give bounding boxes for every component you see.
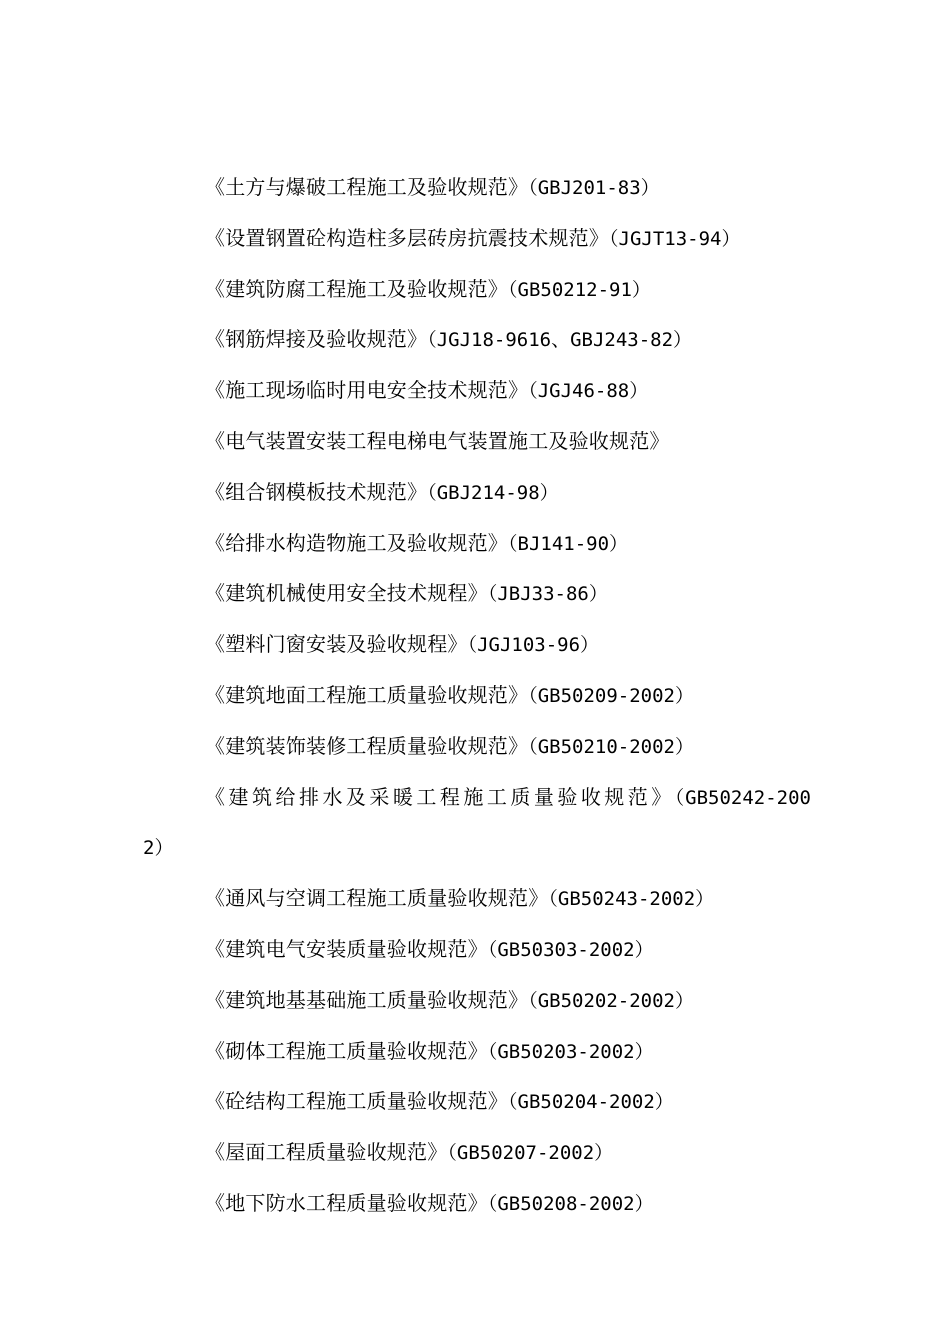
list-item (143, 163, 811, 214)
list-item (143, 366, 811, 417)
standard-title: 《施工现场临时用电安全技术规范》 (205, 378, 529, 403)
list-item (143, 874, 811, 925)
list-item (143, 265, 811, 316)
standard-code: （BJ141-90） (508, 532, 629, 555)
list-item (143, 722, 811, 773)
standard-title: 《塑料门窗安装及验收规程》 (205, 632, 468, 657)
list-item (143, 1027, 811, 1078)
standard-code: （GB50202-2002） (528, 989, 694, 1012)
list-item (143, 1179, 811, 1230)
standard-code: （JGJ46-88） (528, 380, 649, 403)
standard-code: （GB50203-2002） (487, 1040, 654, 1063)
standard-title: 《砼结构工程施工质量验收规范》 (205, 1089, 508, 1114)
standard-code: （GB50243-2002） (548, 888, 715, 911)
standard-title: 《通风与空调工程施工质量验收规范》 (205, 886, 549, 911)
standard-code: （GB50210-2002） (528, 735, 694, 758)
list-item (143, 671, 811, 722)
standard-title: 《建筑地面工程施工质量验收规范》 (205, 682, 529, 707)
standard-title: 《砌体工程施工质量验收规范》 (205, 1038, 488, 1063)
list-item (143, 976, 811, 1027)
standard-code: （JBJ33-86） (487, 583, 608, 606)
standard-title: 《设置钢置砼构造柱多层砖房抗震技术规范》 (205, 225, 609, 250)
list-item (143, 417, 811, 468)
standard-code: （GB50209-2002） (528, 684, 694, 707)
standard-title: 《建筑机械使用安全技术规程》 (205, 581, 488, 606)
standard-title: 《组合钢模板技术规范》 (205, 479, 428, 504)
standard-title: 《钢筋焊接及验收规范》 (205, 327, 428, 352)
standard-code: （JGJT13-94） (609, 227, 741, 250)
standard-title: 《给排水构造物施工及验收规范》 (205, 530, 508, 555)
standard-code: （GB50208-2002） (487, 1192, 654, 1215)
standard-title: 《地下防水工程质量验收规范》 (205, 1190, 488, 1215)
standard-code: （GB50207-2002） (447, 1142, 614, 1165)
standard-code: （GB50303-2002） (487, 938, 654, 961)
standard-code: （GB50212-91） (508, 278, 651, 301)
standard-code: （JGJ103-96） (467, 634, 600, 657)
standard-title: 《屋面工程质量验收规范》 (205, 1140, 448, 1165)
list-item (143, 620, 811, 671)
list-item (143, 1077, 811, 1128)
list-item (143, 569, 811, 620)
standards-list (143, 163, 811, 1230)
list-item (143, 773, 811, 875)
list-item (143, 315, 811, 366)
standard-title: 《建筑装饰装修工程质量验收规范》 (205, 733, 529, 758)
standard-title: 《建筑地基基础施工质量验收规范》 (205, 987, 529, 1012)
standard-code: （GBJ201-83） (528, 177, 660, 199)
list-item (143, 1128, 811, 1179)
list-item (143, 519, 811, 570)
standard-title: 《建筑电气安装质量验收规范》 (205, 936, 488, 961)
list-item (143, 468, 811, 519)
list-item (143, 214, 811, 265)
list-item (143, 925, 811, 976)
standard-code: （GB50242-2002） (143, 786, 811, 860)
standard-title: 《电气装置安装工程电梯电气装置施工及验收规范》 (205, 428, 670, 453)
standard-code: （GBJ214-98） (427, 481, 559, 504)
standard-title: 《建筑防腐工程施工及验收规范》 (205, 276, 508, 301)
standard-title: 《建筑给排水及采暖工程施工质量验收规范》 (205, 784, 675, 809)
standard-code: （JGJ18-9616、GBJ243-82） (427, 329, 693, 352)
standard-title: 《土方与爆破工程施工及验收规范》 (205, 175, 529, 199)
standard-code: （GB50204-2002） (508, 1091, 674, 1114)
